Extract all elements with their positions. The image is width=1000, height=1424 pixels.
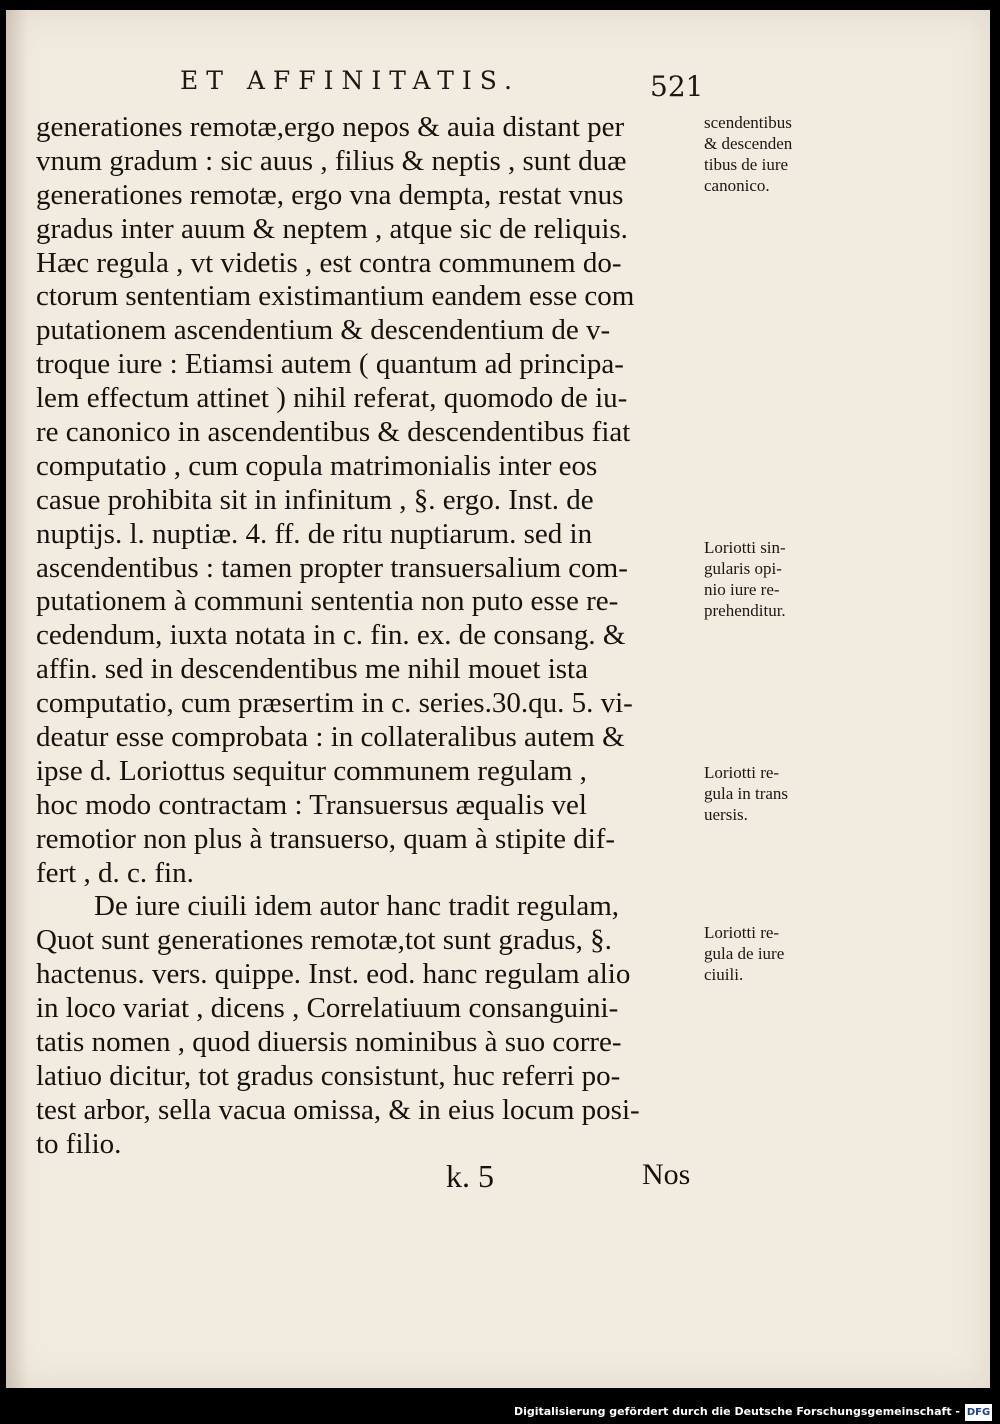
text-line: ascendentibus : tamen propter transuersalium com- <box>36 551 628 584</box>
running-head: ET AFFINITATIS. <box>180 66 520 95</box>
margin-note-line: Loriotti re- <box>704 763 780 782</box>
text-line: computatio, cum præsertim in c. series.30.qu. 5. vi- <box>36 687 633 720</box>
text-line: lem effectum attinet ) nihil referat, quomodo de iu- <box>36 382 628 415</box>
margin-note-line: prehenditur. <box>704 601 786 620</box>
dfg-logo-icon: DFG <box>965 1404 992 1421</box>
text-line: latiuo dicitur, tot gradus consistunt, huc referri po- <box>36 1059 621 1092</box>
text-line: computatio , cum copula matrimonialis inter eos <box>36 449 598 482</box>
text-line: re canonico in ascendentibus & descendentibus fiat <box>36 416 631 449</box>
text-line: casue prohibita sit in infinitum , §. ergo. Inst. de <box>36 483 594 516</box>
text-line: putationem à communi sententia non puto esse re- <box>36 585 619 618</box>
margin-note-line: gula de iure <box>704 944 785 963</box>
text-line: test arbor, sella vacua omissa, & in eius locum posi- <box>36 1093 640 1126</box>
text-line: to filio. <box>36 1127 122 1160</box>
text-line: hactenus. vers. quippe. Inst. eod. hanc regulam alio <box>36 958 631 991</box>
text-line: ipse d. Loriottus sequitur communem regulam , <box>36 754 587 787</box>
margin-note-singularis <box>704 537 844 621</box>
signature-mark: k. 5 <box>446 1158 494 1194</box>
margin-note-line: Loriotti re- <box>704 923 780 942</box>
text-line: tatis nomen , quod diuersis nominibus à suo corre- <box>36 1026 622 1059</box>
text-line: generationes remotæ,ergo nepos & auia distant per <box>36 111 625 143</box>
margin-note-line: & descenden <box>704 134 793 153</box>
text-line-paragraph-start: De iure ciuili idem autor hanc tradit regulam, <box>94 890 620 923</box>
margin-note-line: gula in trans <box>704 784 789 803</box>
margin-note-line: Loriotti sin- <box>704 538 786 557</box>
text-line: affin. sed in descendentibus me nihil mouet ista <box>36 653 588 686</box>
text-line: putationem ascendentium & descendentium de v- <box>36 314 611 347</box>
text-line: generationes remotæ, ergo vna dempta, restat vnus <box>36 178 624 211</box>
text-line: nuptijs. l. nuptiæ. 4. ff. de ritu nuptiarum. sed in <box>36 517 593 550</box>
text-line: fert , d. c. fin. <box>36 856 194 889</box>
text-line: remotior non plus à transuerso, quam à stipite dif- <box>36 822 616 855</box>
text-line: gradus inter auum & neptem , atque sic de reliquis. <box>36 212 628 245</box>
margin-note-line: canonico. <box>704 176 770 195</box>
text-line: cedendum, iuxta notata in c. fin. ex. de consang. & <box>36 619 626 652</box>
catchword: Nos <box>642 1158 691 1191</box>
text-line: ctorum sententiam existimantium eandem esse com <box>36 280 635 313</box>
margin-note-transuersis <box>704 762 844 825</box>
text-line: troque iure : Etiamsi autem ( quantum ad principa- <box>36 348 624 381</box>
text-line: Quot sunt generationes remotæ,tot sunt gradus, §. <box>36 924 612 957</box>
text-line: deatur esse comprobata : in collateralibus autem & <box>36 721 625 754</box>
main-text-block <box>36 111 706 1162</box>
margin-note-ciuili <box>704 922 844 985</box>
text-line: hoc modo contractam : Transuersus æqualis vel <box>36 788 587 821</box>
margin-note-line: gularis opi- <box>704 559 782 578</box>
page-gutter-shadow <box>6 10 28 1388</box>
text-line: Hæc regula , vt videtis , est contra communem do- <box>36 246 622 279</box>
margin-note-canonico <box>704 112 844 196</box>
margin-note-line: uersis. <box>704 805 748 824</box>
margin-note-line: nio iure re- <box>704 580 780 599</box>
digitization-credit: Digitalisierung gefördert durch die Deutsche Forschungsgemeinschaft - <box>513 1405 960 1418</box>
margin-note-line: tibus de iure <box>704 155 789 174</box>
margin-note-line: ciuili. <box>704 965 744 984</box>
page-number: 521 <box>650 70 704 103</box>
text-line: in loco variat , dicens , Correlatiuum consanguini- <box>36 992 619 1025</box>
margin-note-line: scendentibus <box>704 113 792 132</box>
text-line: vnum gradum : sic auus , filius & neptis , sunt duæ <box>36 144 627 177</box>
